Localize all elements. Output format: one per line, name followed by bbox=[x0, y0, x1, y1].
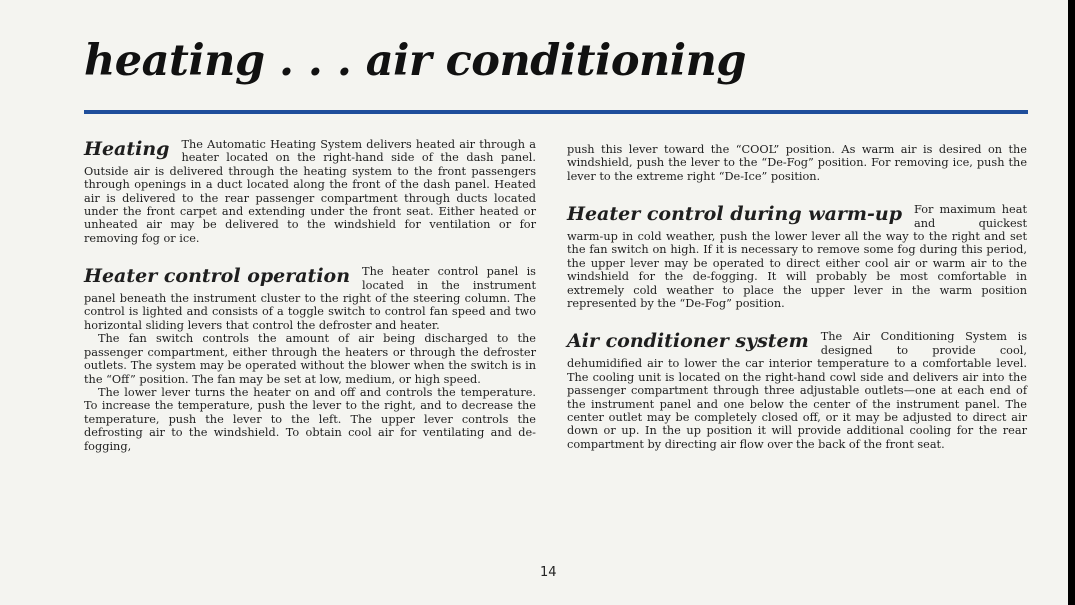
warmup-text: For maximum heat and quickest warm-up in cold weather, push the lower lever all the way to the right and set the fan switch on high. If it is necessary to remove some fog during this period, the upper lever may be operated to direct either cool air or warm air to the windshield for the de-fogging. It will probably be most comfortable in extremely cold weather to place the upper lever in the warm position represented by the “De-Fog” position. bbox=[567, 203, 1027, 311]
heading-air-conditioner: Air conditioner system bbox=[567, 330, 809, 353]
section-heater-control-operation bbox=[84, 265, 536, 453]
section-continuation bbox=[567, 143, 1027, 183]
page-title: heating . . . air conditioning bbox=[84, 36, 746, 86]
continuation-text: push this lever toward the “COOL” position. As warm air is desired on the windshield, push the lever to the “De-Fog” position. For removing ice, push the lever to the extreme right “De-Ice” position. bbox=[567, 143, 1027, 183]
section-air-conditioner bbox=[567, 330, 1027, 451]
section-heating bbox=[84, 138, 536, 245]
heading-heating: Heating bbox=[84, 138, 170, 160]
heading-heater-control-operation: Heater control operation bbox=[84, 265, 351, 288]
ac-text: The Air Conditioning System is designed to provide cool, dehumidified air to lower the car interior temperature to a comfortable level. The cooling unit is located on the right-hand cowl side and delivers air into the passenger compartment through three adjustable outlets—one at each end of the instrument panel and one below the center of the instrument panel. The center outlet may be completely closed off, or it may be adjusted to direct air down or up. In the up position it will provide additional cooling for the rear compartment by directing air flow over the back of the front seat. bbox=[567, 330, 1027, 451]
heating-text: The Automatic Heating System delivers heated air through a heater located on the right-hand side of the dash panel. Outside air is delivered through the heating system to the front passengers through openings in a duct located along the front of the dash panel. Heated air is delivered to the rear passenger compartment through ducts located under the front carpet and extending under the front seat. Either heated or unheated air may be delivered to the windshield for ventilation or for removing fog or ice. bbox=[84, 138, 536, 245]
operation-text-1: The heater control panel is located in the instrument panel beneath the instrument cluster to the right of the steering column. The control is lighted and consists of a toggle switch to control fan speed and two horizontal sliding levers that control the defroster and heater. bbox=[84, 265, 536, 332]
page-number: 14 bbox=[540, 565, 557, 580]
section-warm-up bbox=[567, 203, 1027, 310]
operation-text-3: The lower lever turns the heater on and off and controls the temperature. To increase the temperature, push the lever to the right, and to decrease the temperature, push the lever to the left. The upper lever controls the defrosting air to the windshield. To obtain cool air for ventilating and de-fogging, bbox=[84, 385, 536, 453]
title-rule bbox=[84, 110, 1028, 114]
left-column bbox=[84, 138, 536, 473]
operation-text-2: The fan switch controls the amount of air being discharged to the passenger compartment, either through the heaters or through the defroster outlets. The system may be operated without the blower when the switch is in the “Off” position. The fan may be set at low, medium, or high speed. bbox=[84, 332, 536, 386]
right-column bbox=[567, 143, 1027, 471]
heading-warm-up: Heater control during warm-up bbox=[567, 203, 902, 226]
